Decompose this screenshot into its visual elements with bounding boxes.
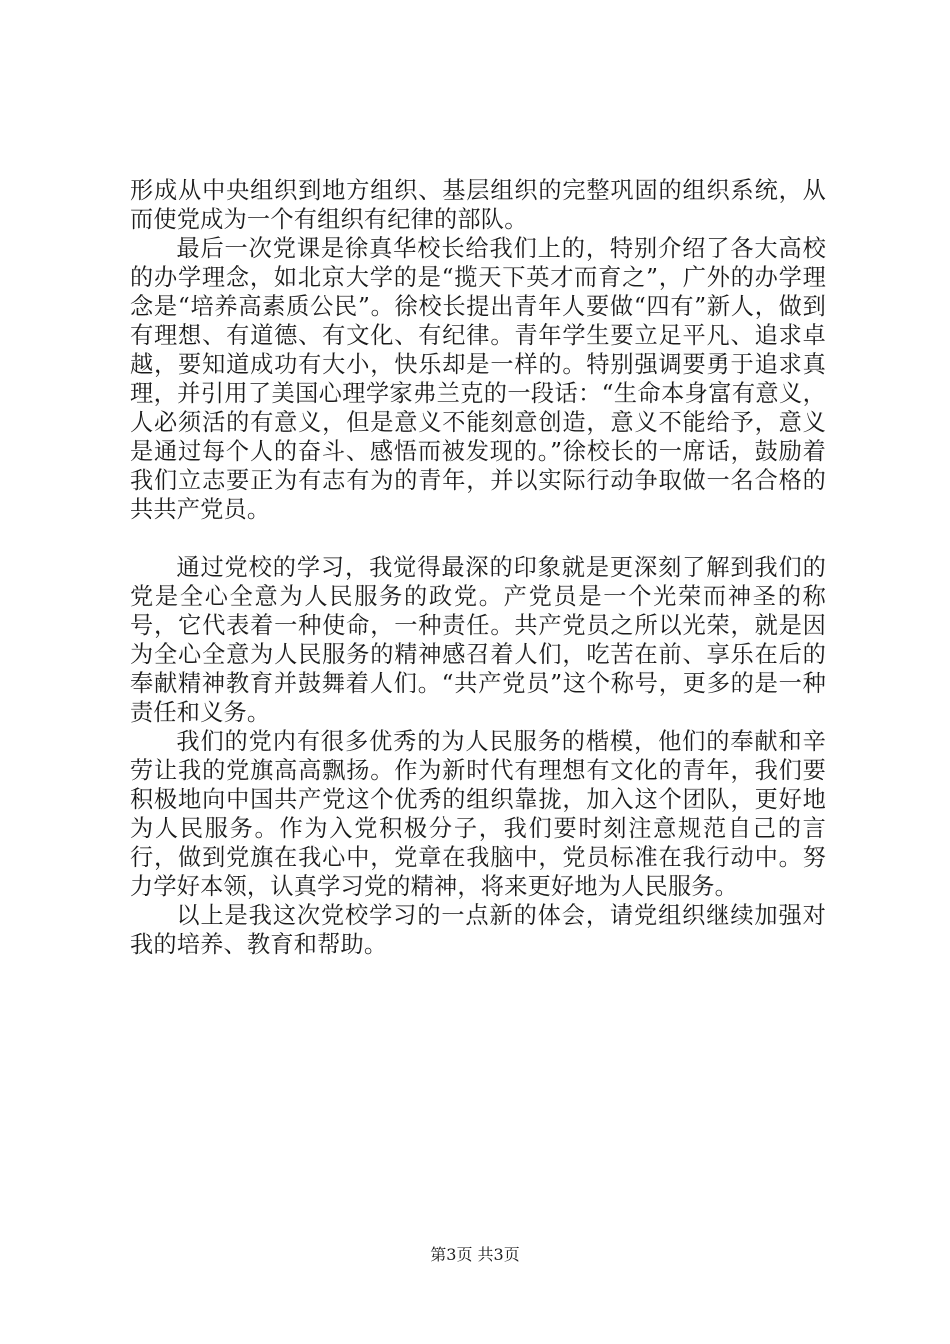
paragraph-party-models: 我们的党内有很多优秀的为人民服务的楷模，他们的奉献和辛劳让我的党旗高高飘扬。作为新时代有理想有文化的青年，我们要积极地向中国共产党这个优秀的组织靠拢，加入这个团队，更好地为人民服务。作为入党积极分子，我们要时刻注意规范自己的言行，做到党旗在我心中，党章在我脑中，党员标准在我行动中。努力学好本领，认真学习党的精神，将来更好地为人民服务。: [130, 728, 826, 900]
paragraph-spacer: [130, 524, 826, 553]
paragraph-closing: 以上是我这次党校学习的一点新的体会，请党组织继续加强对我的培养、教育和帮助。: [130, 902, 826, 958]
paragraph-party-school-impression: 通过党校的学习，我觉得最深的印象就是更深刻了解到我们的党是全心全意为人民服务的政党。产党员是一个光荣而神圣的称号，它代表着一种使命，一种责任。共产党员之所以光荣，就是因为全心全意为人民服务的精神感召着人们，吃苦在前、享乐在后的奉献精神教育并鼓舞着人们。“共产党员”这个称号，更多的是一种责任和义务。: [130, 554, 826, 726]
paragraph-last-party-class: 最后一次党课是徐真华校长给我们上的，特别介绍了各大高校的办学理念，如北京大学的是“揽天下英才而育之”，广外的办学理念是“培养高素质公民”。徐校长提出青年人要做“四有”新人，做到有理想、有道德、有文化、有纪律。青年学生要立足平凡、追求卓越，要知道成功有大小，快乐却是一样的。特别强调要勇于追求真理，并引用了美国心理学家弗兰克的一段话：“生命本身富有意义，人必须活的有意义，但是意义不能刻意创造，意义不能给予，意义是通过每个人的奋斗、感悟而被发现的。”徐校长的一席话，鼓励着我们立志要正为有志有为的青年，并以实际行动争取做一名合格的共共产党员。: [130, 235, 826, 523]
document-body: [130, 176, 826, 959]
page-number-footer: 第3页 共3页: [430, 1245, 520, 1264]
paragraph-continued: 形成从中央组织到地方组织、基层组织的完整巩固的组织系统，从而使党成为一个有组织有纪律的部队。: [130, 177, 826, 233]
